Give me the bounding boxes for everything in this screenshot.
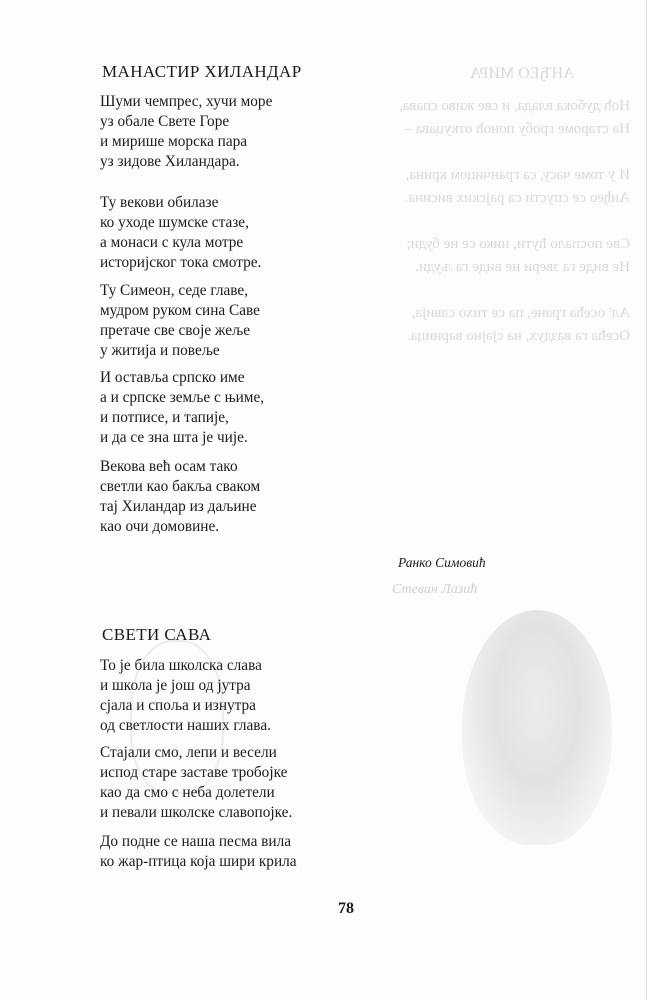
bleed-line: Ал' осећа гране, па се тихо савија, [411,305,630,321]
verse-line: уз обале Свете Горе [100,113,230,130]
verse-line: сјала и споља и изнутра [100,697,256,714]
verse-line: претаче све своје жеље [100,322,251,339]
verse-line: и певали школске славопојке. [100,804,293,821]
verse-line: а монаси с кула мотре [100,234,244,251]
verse-line: и мирише морска пара [100,133,248,150]
verse-line: И оставља српско име [100,369,245,386]
verse-line: и потписе, и тапије, [100,409,229,426]
verse-line: испод старе заставе тробојке [100,764,288,781]
verse-line: ко жар-птица која шири крила [100,853,297,870]
verse-line: Шуми чемпрес, хучи море [100,93,273,110]
verse-line: и да се зна шта је чије. [100,429,248,446]
verse-line: као очи домовине. [100,518,220,535]
stanza [100,832,297,872]
bleed-through-signature: Стеван Лазић [392,582,478,597]
bleed-line [300,141,630,164]
verse-line: светли као бакља сваком [100,478,261,495]
verse-line: Векова већ осам тако [100,458,238,475]
verse-line: То је била школска слава [100,657,262,674]
bleed-through-text [300,95,630,348]
verse-line: и школа је још од јутра [100,677,251,694]
verse-line: историјског тока смотре. [100,254,262,271]
verse-line: од светлости наших глава. [100,717,271,734]
bleed-through-title: АНЂЕО МИРА [470,65,575,82]
verse-line: тај Хиландар из даљине [100,498,257,515]
stanza [100,368,264,448]
bleed-line [300,279,630,302]
verse-line: Стајали смо, лепи и весели [100,744,277,761]
stanza [100,457,260,537]
bleed-line: Осећа га ваздух, на сјајно варница. [406,328,630,344]
verse-line: мудром руком сина Саве [100,302,260,319]
stanza [100,281,260,361]
bleed-line: На староме гробу поноћ откуцава – [404,121,630,137]
poem-title: СВЕТИ САВА [102,625,212,644]
bleed-line: Све поспало ћути, нико се не буди; [406,236,630,252]
poem-title: МАНАСТИР ХИЛАНДАР [102,62,302,81]
poem-signature: Ранко Симовић [398,555,486,570]
bleed-line: Не виде га звери не виде га људи. [415,259,630,275]
stanza [100,92,272,172]
stanza [100,193,261,273]
verse-line: Ту Симеон, седе главе, [100,282,249,299]
bleed-line: Ноћ дубока влада, и све живо спава, [398,98,630,114]
bleed-through-portrait [462,610,612,845]
verse-line: уз зидове Хиландара. [100,153,240,170]
bleed-line: Анђео се спусти са рајских висина. [404,190,630,206]
bleed-line [300,210,630,233]
verse-line: До подне се наша песма вила [100,833,292,850]
verse-line: а и српске земље с њиме, [100,389,265,406]
bleed-line: И у томе часу, са гранчицом крина, [405,167,630,183]
stanza [100,656,271,736]
verse-line: у житија и повеље [100,342,220,359]
verse-line: ко уходе шумске стазе, [100,214,249,231]
verse-line: као да смо с неба долетели [100,784,275,801]
stanza [100,743,292,823]
verse-line: Ту векови обилазе [100,194,219,211]
page-number: 78 [338,900,354,917]
